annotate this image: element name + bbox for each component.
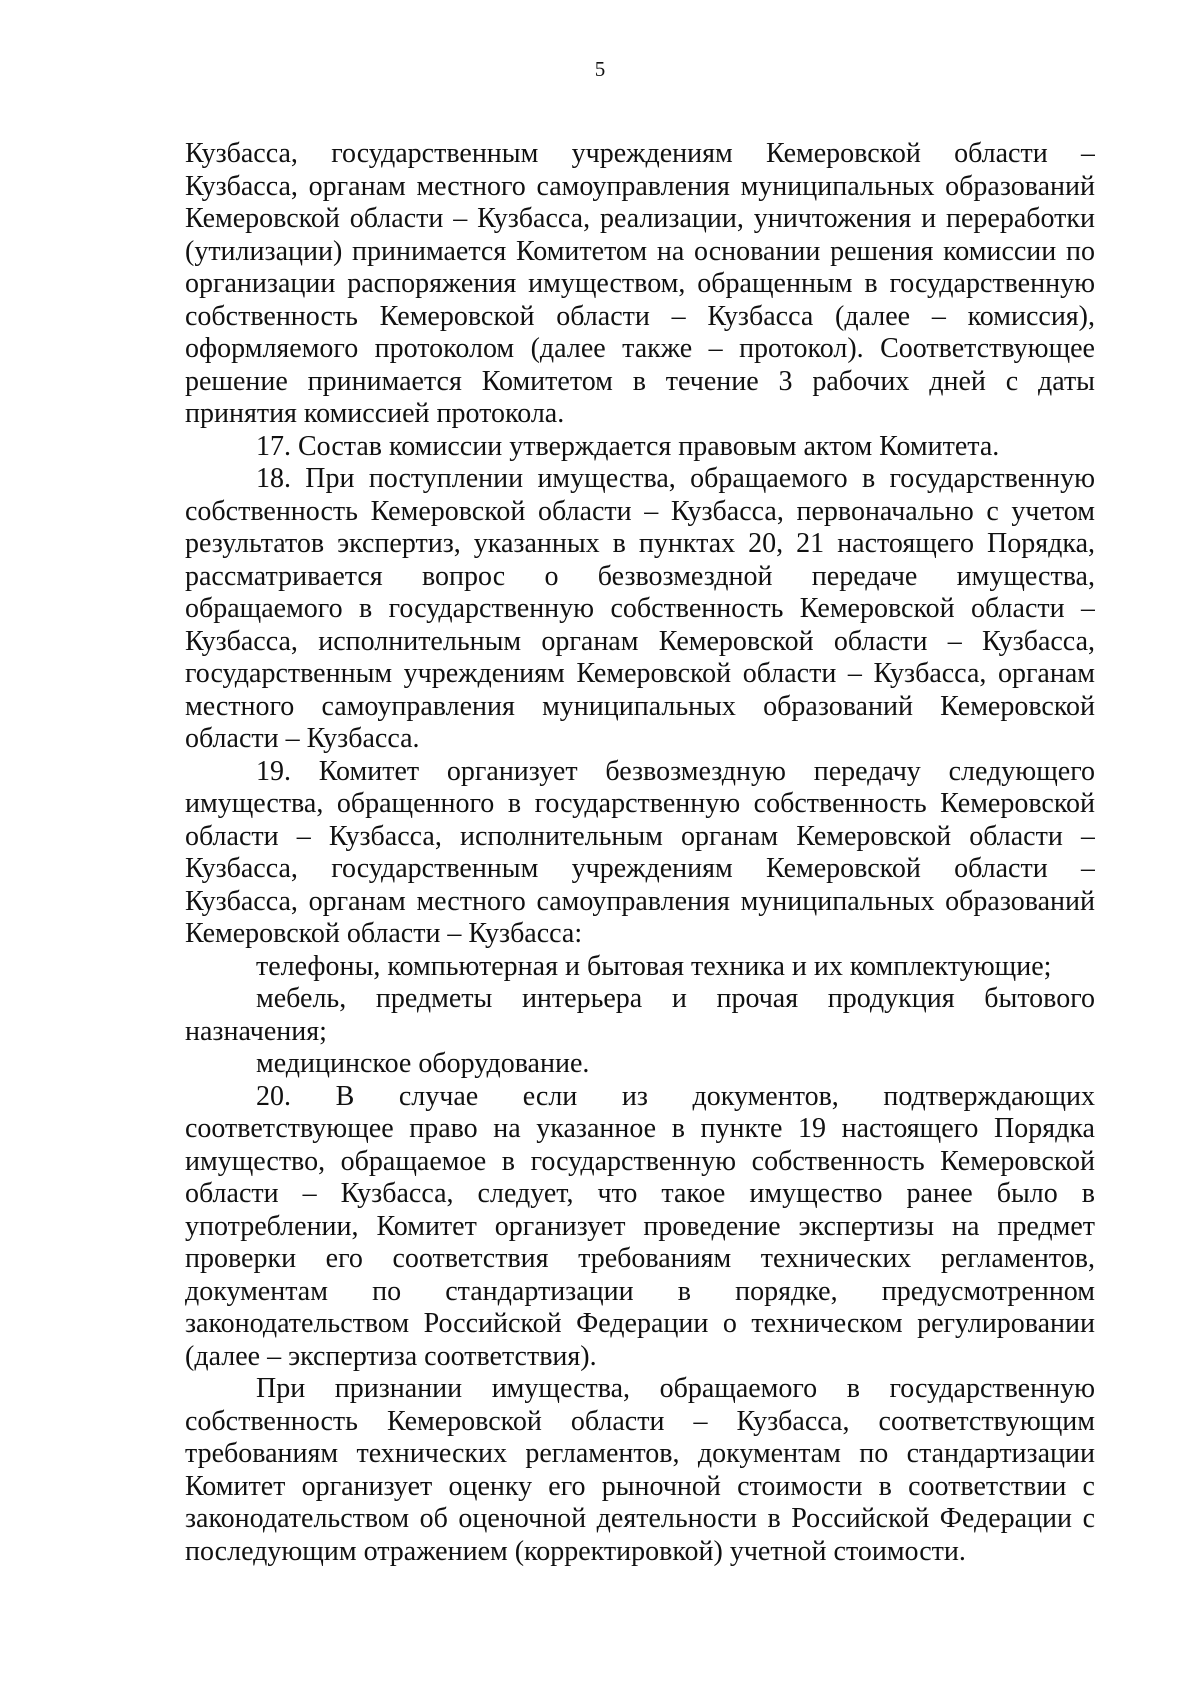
text-line: 17. Состав комиссии утверждается правовым актом Комитета.: [256, 430, 1000, 462]
text-line: законодательством об оценочной деятельности в Российской Федерации с: [185, 1503, 1095, 1534]
text-line: области – Кузбасса.: [185, 723, 420, 754]
text-line: области – Кузбасса, следует, что такое имущество ранее было в: [185, 1178, 1095, 1209]
text-line: телефоны, компьютерная и бытовая техника и их комплектующие;: [256, 950, 1052, 982]
text-line: собственность Кемеровской области – Кузбасса, первоначально с учетом: [185, 495, 1095, 527]
text-line: оформляемого протоколом (далее также – протокол). Соответствующее: [185, 333, 1095, 364]
text-line: 18. При поступлении имущества, обращаемого в государственную: [256, 463, 1095, 494]
text-line: проверки его соответствия требованиям технических регламентов,: [185, 1243, 1095, 1274]
text-line: соответствующее право на указанное в пункте 19 настоящего Порядка: [185, 1113, 1095, 1144]
text-line: Кузбасса, государственным учреждениям Кемеровской области –: [185, 853, 1095, 884]
text-line: организации распоряжения имуществом, обращенным в государственную: [185, 268, 1095, 299]
text-line: Кемеровской области – Кузбасса:: [185, 918, 583, 949]
text-line: принятия комиссией протокола.: [185, 398, 565, 429]
text-line: области – Кузбасса, исполнительным органам Кемеровской области –: [185, 820, 1095, 852]
page-number: 5: [594, 57, 606, 81]
document-body-text: [185, 138, 1095, 1568]
text-line: Кузбасса, органам местного самоуправления муниципальных образований: [185, 885, 1095, 917]
text-line: 20. В случае если из документов, подтверждающих: [256, 1080, 1095, 1112]
text-line: медицинское оборудование.: [256, 1048, 590, 1079]
text-line: имущества, обращенного в государственную собственность Кемеровской: [185, 788, 1095, 819]
text-line: 19. Комитет организует безвозмездную передачу следующего: [256, 755, 1095, 787]
text-line: имущество, обращаемое в государственную собственность Кемеровской: [185, 1145, 1095, 1177]
text-line: требованиям технических регламентов, документам по стандартизации: [185, 1438, 1095, 1469]
text-line: (утилизации) принимается Комитетом на основании решения комиссии по: [185, 235, 1095, 267]
text-line: последующим отражением (корректировкой) учетной стоимости.: [185, 1535, 966, 1567]
text-line: собственность Кемеровской области – Кузбасса, соответствующим: [185, 1405, 1095, 1437]
text-line: обращаемого в государственную собственность Кемеровской области –: [185, 593, 1095, 624]
text-line: рассматривается вопрос о безвозмездной передаче имущества,: [185, 560, 1095, 592]
text-line: употреблении, Комитет организует проведение экспертизы на предмет: [185, 1210, 1095, 1242]
text-line: При признании имущества, обращаемого в государственную: [256, 1373, 1095, 1404]
text-line: назначения;: [185, 1015, 327, 1047]
text-line: законодательством Российской Федерации о техническом регулировании: [185, 1308, 1095, 1339]
text-line: решение принимается Комитетом в течение 3 рабочих дней с даты: [185, 365, 1095, 397]
text-line: Кузбасса, органам местного самоуправления муниципальных образований: [185, 170, 1095, 202]
text-line: Комитет организует оценку его рыночной стоимости в соответствии с: [185, 1470, 1095, 1502]
text-line: государственным учреждениям Кемеровской области – Кузбасса, органам: [185, 658, 1095, 689]
text-line: Кемеровской области – Кузбасса, реализации, уничтожения и переработки: [185, 203, 1095, 234]
text-line: Кузбасса, исполнительным органам Кемеровской области – Кузбасса,: [185, 625, 1095, 657]
text-line: местного самоуправления муниципальных образований Кемеровской: [185, 690, 1095, 722]
text-line: (далее – экспертиза соответствия).: [185, 1340, 597, 1372]
text-line: Кузбасса, государственным учреждениям Кемеровской области –: [185, 138, 1095, 169]
text-line: документам по стандартизации в порядке, предусмотренном: [185, 1275, 1095, 1307]
text-line: результатов экспертиз, указанных в пунктах 20, 21 настоящего Порядка,: [185, 528, 1095, 559]
text-line: мебель, предметы интерьера и прочая продукция бытового: [256, 983, 1095, 1014]
text-line: собственность Кемеровской области – Кузбасса (далее – комиссия),: [185, 300, 1095, 332]
